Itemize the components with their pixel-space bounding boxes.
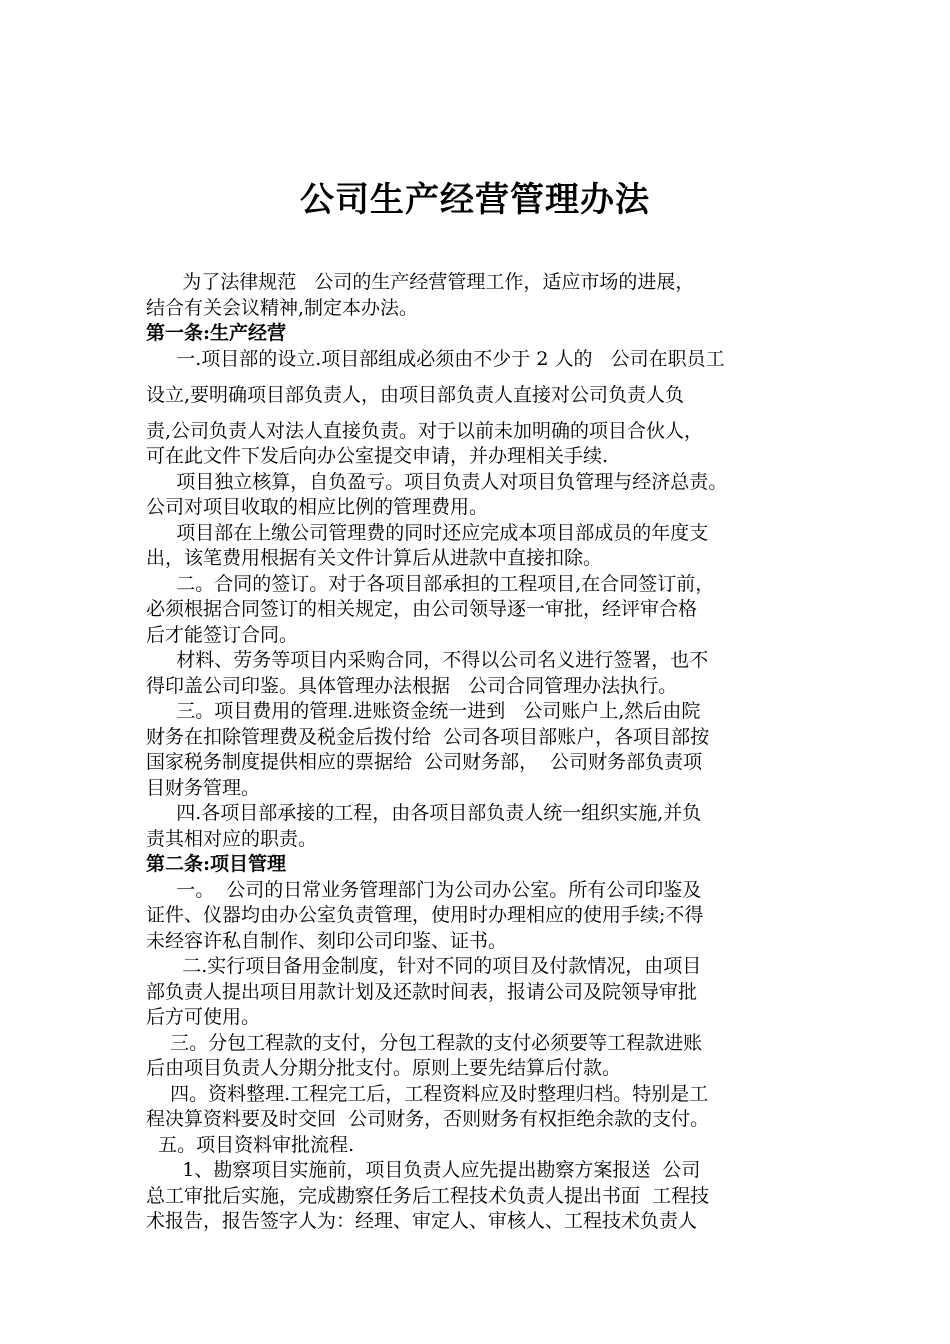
paragraph-line: 责其相对应的职责。 xyxy=(146,827,318,850)
paragraph-line: 结合有关会议精神,制定本办法。 xyxy=(146,296,419,319)
paragraph-line: 公司对项目收取的相应比例的管理费用。 xyxy=(146,496,489,518)
document-body xyxy=(146,270,810,1235)
paragraph-line: 三。项目费用的管理.进账资金统一进到 公司账户上,然后由院 xyxy=(146,700,701,722)
paragraph-line: 五。项目资料审批流程. xyxy=(146,1133,355,1156)
paragraph-line: 项目部在上缴公司管理费的同时还应完成本项目部成员的年度支 xyxy=(146,521,709,544)
paragraph-line: 证件、仪器均由办公室负责管理，使用时办理相应的使用手续;不得 xyxy=(146,904,704,926)
page-title: 公司生产经营管理办法 xyxy=(300,180,650,220)
paragraph-line: 四。资料整理.工程完工后，工程资料应及时整理归档。特别是工 xyxy=(146,1082,709,1105)
paragraph-line: 后由项目负责人分期分批支付。原则上要先结算后付款。 xyxy=(146,1057,622,1079)
paragraph-line: 必须根据合同签订的相关规定，由公司领导逐一审批，经评审合格 xyxy=(146,598,698,620)
paragraph-line: 程决算资料要及时交回 公司财务，否则财务有权拒绝余款的支付。 xyxy=(146,1108,710,1130)
paragraph-line: 四.各项目部承接的工程，由各项目部负责人统一组织实施,并负 xyxy=(146,802,702,824)
paragraph-line: 得印盖公司印鉴。具体管理办法根据 公司合同管理办法执行。 xyxy=(146,674,678,697)
section-heading: 第二条:项目管理 xyxy=(146,853,287,875)
paragraph-line: 总工审批后实施，完成勘察任务后工程技术负责人提出书面 工程技 xyxy=(146,1184,710,1207)
paragraph-line: 为了法律规范 公司的生产经营管理工作，适应市场的进展， xyxy=(146,271,695,293)
paragraph-line: 1、勘察项目实施前，项目负责人应先提出勘察方案报送 公司 xyxy=(146,1159,701,1181)
paragraph-line: 可在此文件下发后向办公室提交申请，并办理相关手续. xyxy=(146,445,609,467)
paragraph-line: 一。 公司的日常业务管理部门为公司办公室。所有公司印鉴及 xyxy=(146,878,702,901)
paragraph-line: 设立,要明确项目部负责人，由项目部负责人直接对公司负责人负 xyxy=(146,383,685,406)
paragraph-line: 三。分包工程款的支付，分包工程款的支付必须要等工程款进账 xyxy=(146,1031,703,1054)
paragraph-line: 出，该笔费用根据有关文件计算后从进款中直接扣除。 xyxy=(146,547,603,569)
paragraph-line: 一.项目部的设立.项目部组成必须由不少于 2 人的 公司在职员工 xyxy=(146,347,725,370)
paragraph-line: 目财务管理。 xyxy=(146,776,261,799)
paragraph-line: 二.实行项目备用金制度，针对不同的项目及付款情况，由项目 xyxy=(146,955,702,977)
paragraph-line: 国家税务制度提供相应的票据给 公司财务部， 公司财务部负责项 xyxy=(146,751,703,773)
paragraph-line: 二。合同的签订。对于各项目部承担的工程项目,在合同签订前， xyxy=(146,572,715,595)
paragraph-line: 责,公司负责人对法人直接负责。对于以前未加明确的项目合伙人， xyxy=(146,419,704,442)
paragraph-line: 部负责人提出项目用款计划及还款时间表，报请公司及院领导审批 xyxy=(146,980,698,1003)
paragraph-line: 材料、劳务等项目内采购合同，不得以公司名义进行签署，也不 xyxy=(146,649,709,671)
paragraph-line: 项目独立核算，自负盈亏。项目负责人对项目负管理与经济总责。 xyxy=(146,470,728,493)
paragraph-line: 后方可使用。 xyxy=(146,1006,261,1028)
section-heading: 第一条:生产经营 xyxy=(146,322,287,344)
paragraph-line: 未经容许私自制作、刻印公司印鉴、证书。 xyxy=(146,929,508,952)
paragraph-line: 术报告，报告签字人为：经理、审定人、审核人、工程技术负责人 xyxy=(146,1210,698,1232)
paragraph-line: 财务在扣除管理费及税金后拨付给 公司各项目部账户，各项目部按 xyxy=(146,725,710,748)
paragraph-line: 后才能签订合同。 xyxy=(146,623,299,646)
